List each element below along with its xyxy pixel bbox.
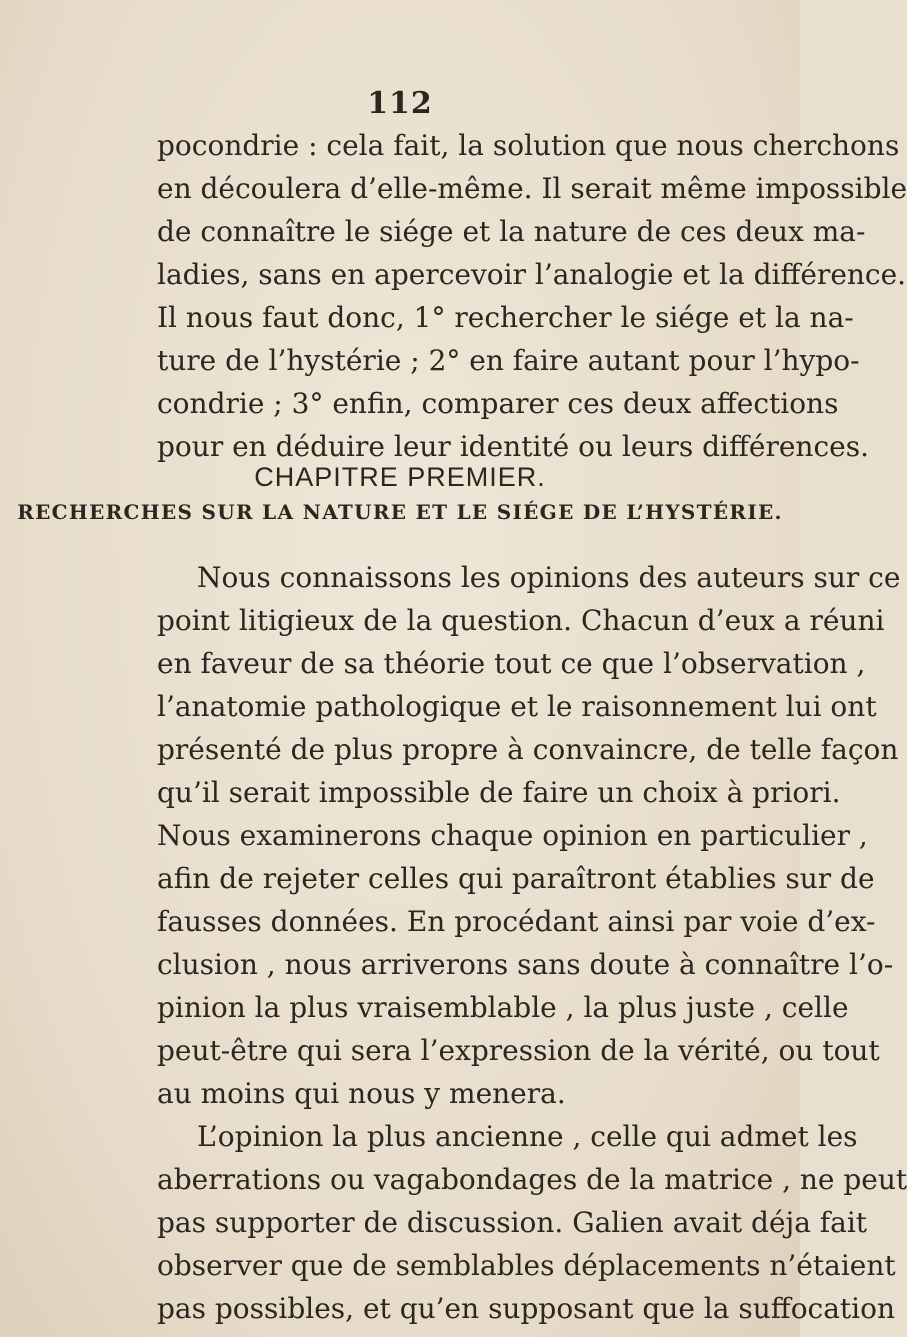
text-line: afin de rejeter celles qui paraîtront établies sur de [157,862,875,895]
text-line: L’opinion la plus ancienne , celle qui admet les [197,1120,858,1153]
chapter-title: CHAPITRE PREMIER. [254,462,546,492]
text-line: Nous connaissons les opinions des auteurs sur ce [197,561,901,594]
text-line: en faveur de sa théorie tout ce que l’observation , [157,647,866,680]
text-line: ture de l’hystérie ; 2° en faire autant pour l’hypo- [157,344,860,377]
text-line: de connaître le siége et la nature de ces deux ma- [157,215,866,248]
text-line: fausses données. En procédant ainsi par voie d’ex- [157,905,876,938]
text-line: présenté de plus propre à convaincre, de telle façon [157,733,899,766]
text-line: en découlera d’elle-même. Il serait même impossible [157,172,907,205]
text-line: observer que de semblables déplacements n’étaient [157,1249,896,1282]
text-line: au moins qui nous y menera. [157,1077,566,1110]
text-line: pour en déduire leur identité ou leurs différences. [157,430,869,463]
text-line: ladies, sans en apercevoir l’analogie et la différence. [157,258,907,291]
text-line: pinion la plus vraisemblable , la plus juste , celle [157,991,849,1024]
text-line: aberrations ou vagabondages de la matrice , ne peut [157,1163,907,1196]
intro-paragraph [157,124,907,468]
text-line: Nous examinerons chaque opinion en particulier , [157,819,868,852]
text-line: qu’il serait impossible de faire un choix à priori. [157,776,841,809]
text-line: pas supporter de discussion. Galien avait déja fait [157,1206,868,1239]
body-paragraphs [157,556,907,1330]
text-line: clusion , nous arriverons sans doute à connaître l’o- [157,948,894,981]
page-number: 112 [367,86,433,121]
text-line: point litigieux de la question. Chacun d’eux a réuni [157,604,885,637]
section-title: RECHERCHES SUR LA NATURE ET LE SIÉGE DE L’HYSTÉRIE. [17,500,783,524]
text-line: pas possibles, et qu’en supposant que la suffocation [157,1292,896,1325]
text-line: l’anatomie pathologique et le raisonnement lui ont [157,690,877,723]
text-line: pocondrie : cela fait, la solution que nous cherchons [157,129,900,162]
text-line: Il nous faut donc, 1° rechercher le siége et la na- [157,301,854,334]
text-line: peut-être qui sera l’expression de la vérité, ou tout [157,1034,880,1067]
text-line: condrie ; 3° enfin, comparer ces deux affections [157,387,839,420]
